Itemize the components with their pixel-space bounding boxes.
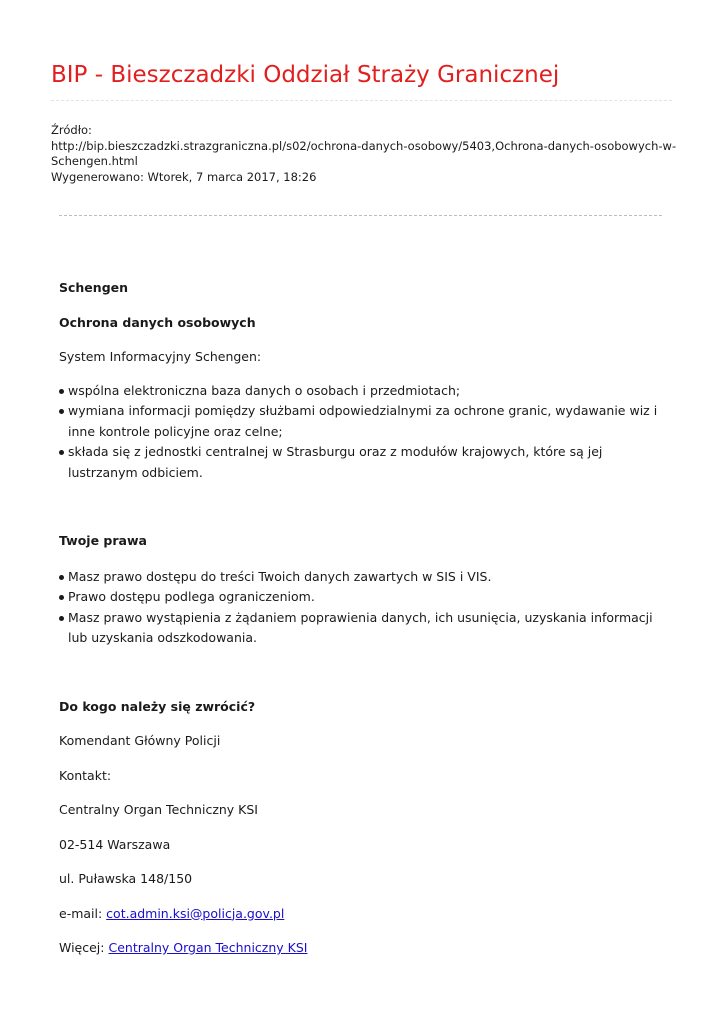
list-item: Masz prawo wystąpienia z żądaniem poprawienia danych, ich usunięcia, uzyskania informacji lub uzyskania odszkodowania. xyxy=(59,608,659,649)
email-link[interactable]: cot.admin.ksi@policja.gov.pl xyxy=(106,905,285,921)
content-divider xyxy=(59,215,662,216)
generated-date: Wygenerowano: Wtorek, 7 marca 2017, 18:26 xyxy=(51,169,317,184)
list-item: Masz prawo dostępu do treści Twoich danych zawartych w SIS i VIS. xyxy=(59,567,659,588)
heading-rights: Twoje prawa xyxy=(59,533,147,548)
article-body xyxy=(59,278,659,959)
heading-schengen: Schengen xyxy=(59,280,129,295)
document-meta xyxy=(51,123,681,185)
list-item: składa się z jednostki centralnej w Strasburgu oraz z modułów krajowych, które są jej lustrzanym odbiciem. xyxy=(59,442,659,483)
sis-list xyxy=(59,381,659,484)
sis-intro: System Informacyjny Schengen: xyxy=(59,349,262,364)
email-line xyxy=(59,904,659,925)
contact-street: ul. Puławska 148/150 xyxy=(59,871,193,886)
rights-list xyxy=(59,567,659,649)
contact-label: Kontakt: xyxy=(59,767,112,783)
heading-data-protection: Ochrona danych osobowych xyxy=(59,314,256,330)
more-line xyxy=(59,938,659,959)
list-item: Prawo dostępu podlega ograniczeniom. xyxy=(59,587,659,608)
contact-postcode: 02-514 Warszawa xyxy=(59,836,171,852)
authority-name: Komendant Główny Policji xyxy=(59,733,221,748)
more-link[interactable]: Centralny Organ Techniczny KSI xyxy=(108,940,308,955)
header-divider xyxy=(51,100,672,101)
source-url: http://bip.bieszczadzki.strazgraniczna.pl/s02/ochrona-danych-osobowy/5403,Ochrona-danych-osobowych-w-Schengen.html xyxy=(51,138,677,168)
list-item: wspólna elektroniczna baza danych o osobach i przedmiotach; xyxy=(59,381,659,402)
contact-organization: Centralny Organ Techniczny KSI xyxy=(59,802,258,817)
source-label: Źródło: xyxy=(51,123,92,137)
heading-contact: Do kogo należy się zwrócić? xyxy=(59,698,256,714)
more-label: Więcej: xyxy=(59,940,109,955)
email-label: e-mail: xyxy=(59,905,107,921)
site-title: BIP - Bieszczadzki Oddział Straży Granicznej xyxy=(51,62,560,88)
list-item: wymiana informacji pomiędzy służbami odpowiedzialnymi za ochrone granic, wydawanie wiz i inne kontrole policyjne oraz celne; xyxy=(59,401,659,442)
